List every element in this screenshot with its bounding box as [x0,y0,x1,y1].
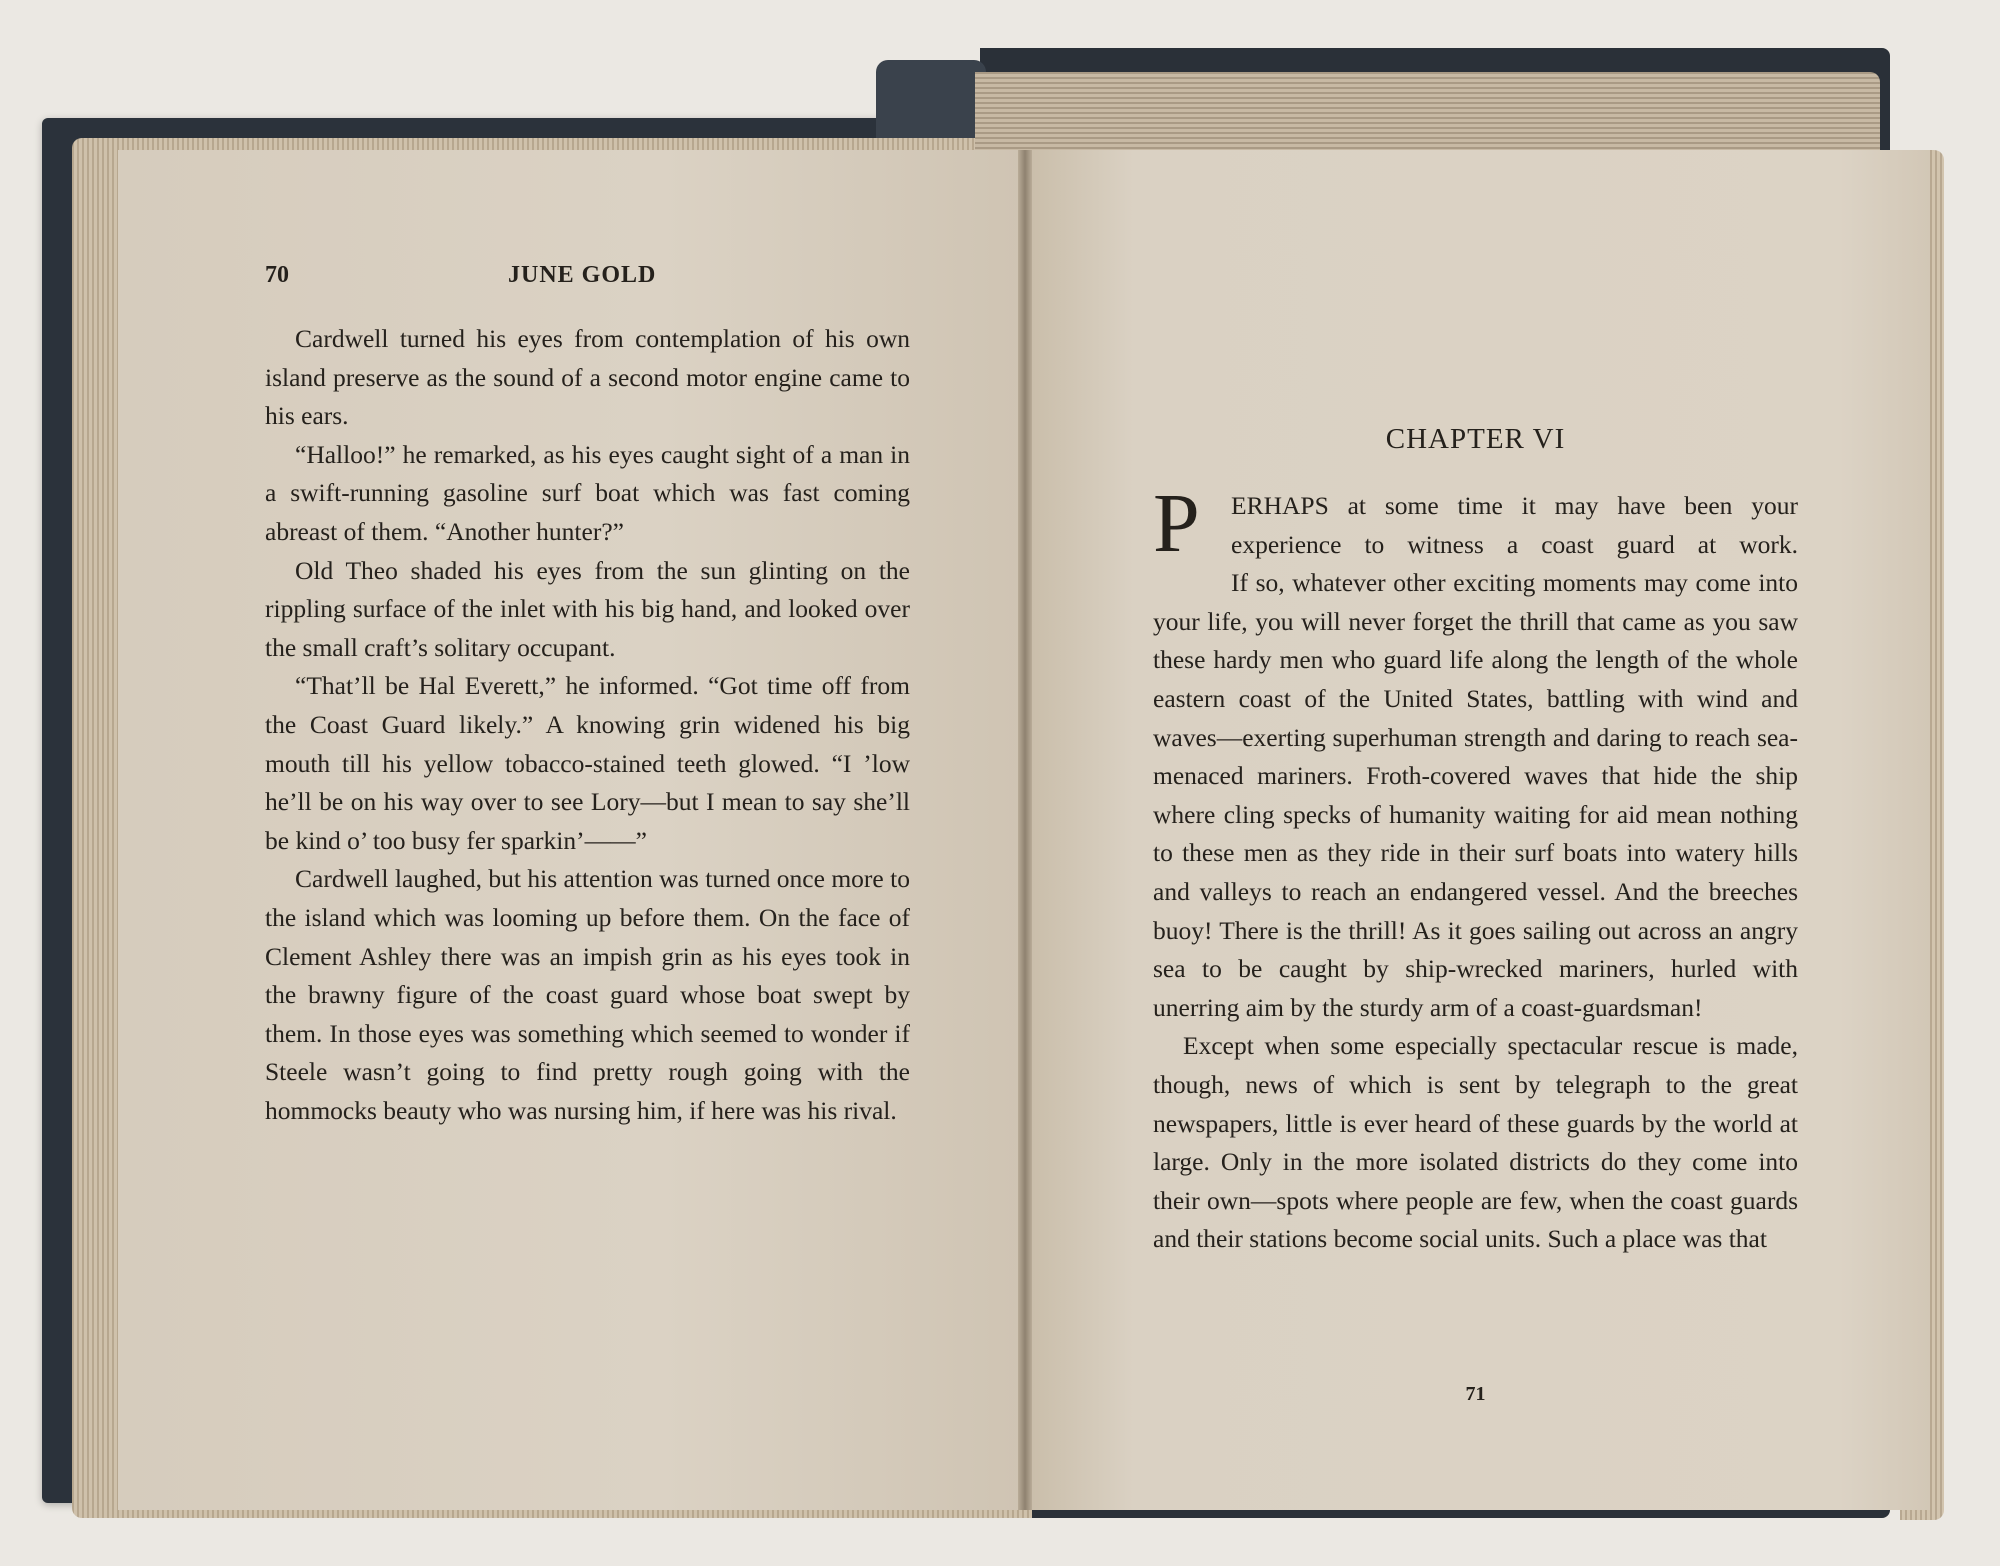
chapter-second-line: experience to witness a coast guard at work. [1231,529,1798,559]
paragraph: Old Theo shaded his eyes from the sun glinting on the rippling surface of the inlet with his big hand, and looked over the small craft’s solitary occupant. [265,555,910,662]
right-page-number: 71 [1465,1383,1486,1405]
paragraph: “That’ll be Hal Everett,” he informed. “Got time off from the Coast Guard likely.” A knowing grin widened his big mouth till his yellow tobacco-stained teeth glowed. “I ’low he’ll be on his way over to see Lory—but I mean to say she’ll be kind o’ too busy fer sparkin’——” [265,671,910,855]
drop-cap: P [1153,477,1200,570]
running-title: JUNE GOLD [508,262,657,288]
paragraph: Cardwell laughed, but his attention was turned once more to the island which was looming up before them. On the face of Clement Ashley there was an impish grin as his eyes took in the brawny figure of the coast guard whose boat swept by them. In those eyes was something which seemed to wonder if Steele wasn’t going to find pretty rough going with the hommocks beauty who was nursing him, if here was his rival. [265,864,910,1125]
left-page-number: 70 [265,262,289,288]
book-gutter [1018,150,1032,1510]
paragraph: Except when some especially spectacular rescue is made, though, news of which is sent by telegraph to the great newspapers, little is ever heard of these guards by the world at large. Only in the more isolated districts do they come into their own—spots where people are few, when the coast guards and their stations become social units. Such a place was that [1153,1031,1798,1254]
paragraph: “Halloo!” he remarked, as his eyes caught sight of a man in a swift-running gasoline surf boat which was fast coming abreast of them. “Another hunter?” [265,439,910,546]
chapter-first-line: ERHAPS at some time it may have been your [1231,491,1798,520]
chapter-title: CHAPTER VI [1385,423,1566,455]
paragraph: If so, whatever other exciting moments may come into your life, you will never forget the thrill that came as you saw these hardy men who guard life along the length of the whole eastern coast of the United States, battling with wind and waves—exerting superhuman strength and daring to reach sea-menaced mariners. Froth-covered waves that hide the ship where cling specks of humanity waiting for aid mean nothing to these men as they ride in their surf boats into watery hills and valleys to reach an endangered vessel. And the breeches buoy! There is the thrill! As it goes sailing out across an angry sea to be caught by ship-wrecked mariners, hurled with unerring aim by the sturdy arm of a coast-guardsman! [1153,568,1798,1022]
left-page-text [265,320,910,1130]
paragraph: Cardwell turned his eyes from contemplation of his own island preserve as the sound of a second motor engine came to his ears. [265,324,910,431]
right-page-text [1153,487,1798,1259]
running-head [265,262,910,302]
